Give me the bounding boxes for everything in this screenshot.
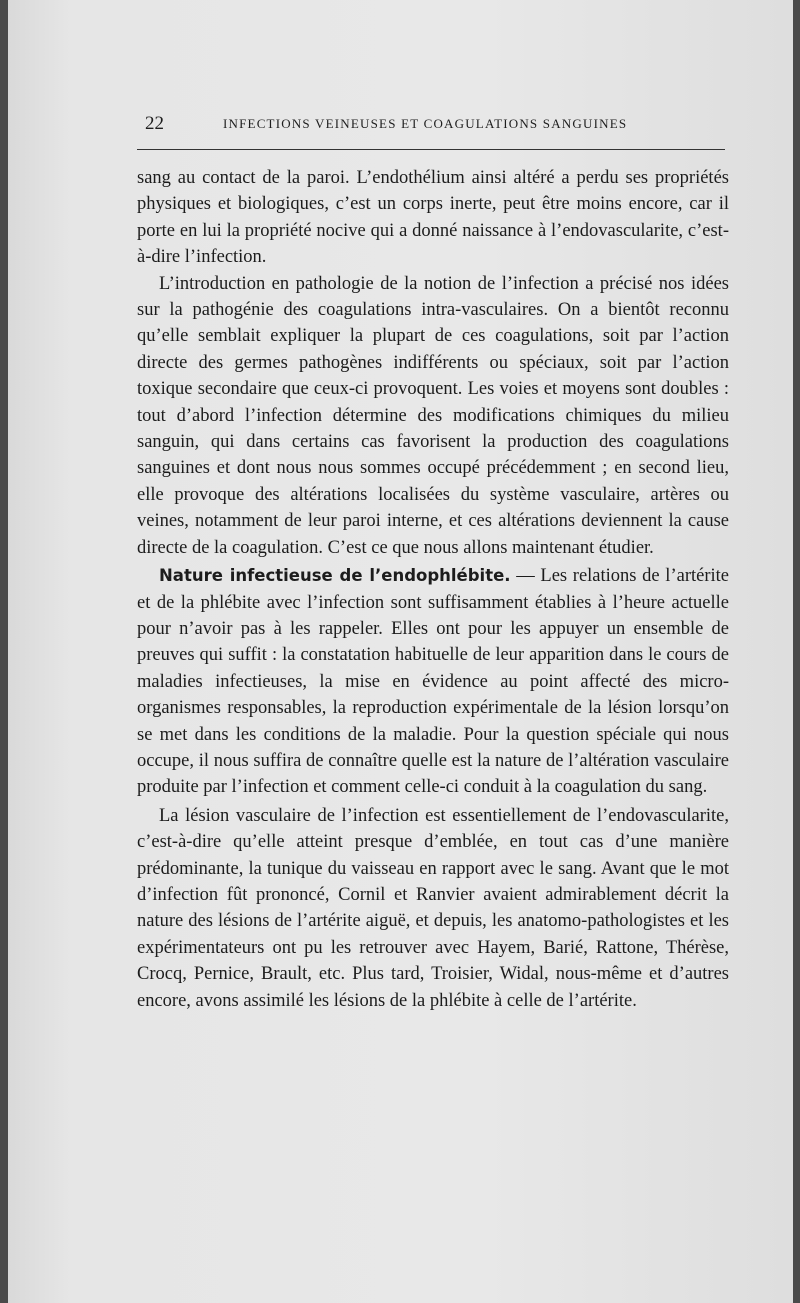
section-heading: Nature infectieuse de l’endophlébite. [159,566,511,586]
paragraph-infection-intro: L’introduction en pathologie de la notion de l’infection a précisé nos idées sur la pathogénie des coagulations intra-vasculaires. On a bientôt reconnu qu’elle semblait expliquer la plupart de ces coagulations, soit par l’action directe des germes pathogènes indifférents ou spéciaux, soit par l’action toxique secondaire que ceux-ci provoquent. Les voies et moyens sont doubles : tout d’abord l’infection détermine des modifications chimiques du milieu sanguin, qui dans certains cas favorisent la production des coagulations sanguines et dont nous nous sommes occupé précédemment ; en second lieu, elle provoque des altérations localisées du système vasculaire, artères ou veines, notamment de leur paroi interne, et ces altérations deviennent la cause directe de la coagulation. C’est ce que nous allons maintenant étudier. [137,273,729,558]
header-rule [137,149,725,150]
paragraph-endophlebite [137,563,729,801]
page-number: 22 [145,113,164,134]
section-text: — Les relations de l’artérite et de la phlébite avec l’infection sont suffisamment établies à l’heure actuelle pour n’avoir pas à les rappeler. Elles ont pour les appuyer un ensemble de preuves qui suffit : la constatation habituelle de leur apparition dans le cours de maladies infectieuses, la mise en évidence au point affecté des micro-organismes responsables, la reproduction expérimentale de la lésion lorsqu’on se met dans les conditions de la maladie. Pour la question spéciale qui nous occupe, il nous suffira de connaître quelle est la nature de l’altération vasculaire produite par l’infection et comment celle-ci conduit à la coagulation du sang. [137,566,729,798]
paragraph-lesion-vasculaire: La lésion vasculaire de l’infection est essentiellement de l’endovascularite, c’est-à-dire qu’elle atteint presque d’emblée, en tout cas d’une manière prédominante, la tunique du vaisseau en rapport avec le sang. Avant que le mot d’infection fût prononcé, Cornil et Ranvier avaient admirablement décrit la nature des lésions de l’artérite aiguë, et depuis, les anatomo-pathologistes et les expérimentateurs ont pu les retrouver avec Hayem, Barié, Rattone, Thérèse, Crocq, Pernice, Brault, etc. Plus tard, Troisier, Widal, nous-même et d’autres encore, avons assimilé les lésions de la phlébite à celle de l’artérite. [137,805,729,1011]
body-text [137,165,729,1014]
running-title: INFECTIONS VEINEUSES ET COAGULATIONS SANGUINES [223,116,628,131]
paragraph-continued: sang au contact de la paroi. L’endothélium ainsi altéré a perdu ses propriétés physiques et biologiques, c’est un corps inerte, peut être moins encore, car il porte en lui la propriété nocive qui a donné naissance à l’endovascularite, c’est-à-dire l’infection. [137,168,729,268]
